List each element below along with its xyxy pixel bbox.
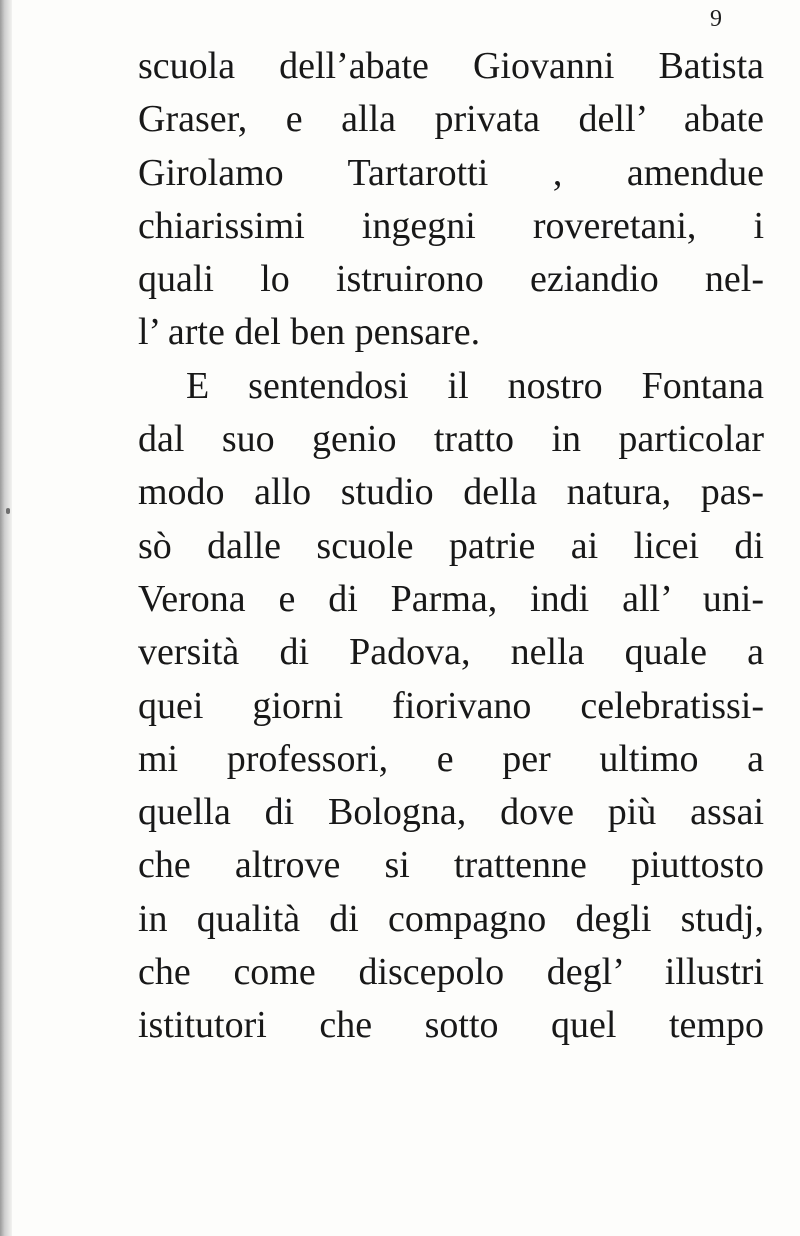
text-line: che come discepolo degl’ illustri xyxy=(138,951,764,994)
text-line: Girolamo Tartarotti , amendue xyxy=(138,151,764,194)
text-line: versità di Padova, nella quale a xyxy=(138,631,764,674)
text-line: che altrove si trattenne piuttosto xyxy=(138,844,764,887)
ink-speck xyxy=(6,508,10,514)
text-line: in qualità di compagno degli studj, xyxy=(138,897,764,940)
text-line: quella di Bologna, dove più assai xyxy=(138,791,764,834)
text-line: l’ arte del ben pensare. xyxy=(138,311,481,354)
text-line: scuola dell’abate Giovanni Batista xyxy=(138,45,764,87)
text-line: quei giorni fiorivano celebratissi- xyxy=(138,684,764,727)
text-line: modo allo studio della natura, pas- xyxy=(138,471,764,514)
text-line: Graser, e alla privata dell’ abate xyxy=(138,98,764,141)
text-line: dal suo genio tratto in particolar xyxy=(138,418,764,461)
text-line: quali lo istruirono eziandio nel- xyxy=(138,258,764,301)
page-number: 9 xyxy=(710,6,722,32)
page-gutter-shadow xyxy=(0,0,12,1236)
text-line: Verona e di Parma, indi all’ uni- xyxy=(138,577,764,620)
text-lines xyxy=(138,40,764,1053)
text-line: mi professori, e per ultimo a xyxy=(138,737,764,780)
text-line: chiarissimi ingegni roveretani, i xyxy=(138,204,764,247)
text-line: sò dalle scuole patrie ai licei di xyxy=(138,524,764,567)
body-text xyxy=(138,40,764,1053)
text-line: E sentendosi il nostro Fontana xyxy=(186,364,764,407)
text-line: istitutori che sotto quel tempo xyxy=(138,1004,764,1047)
